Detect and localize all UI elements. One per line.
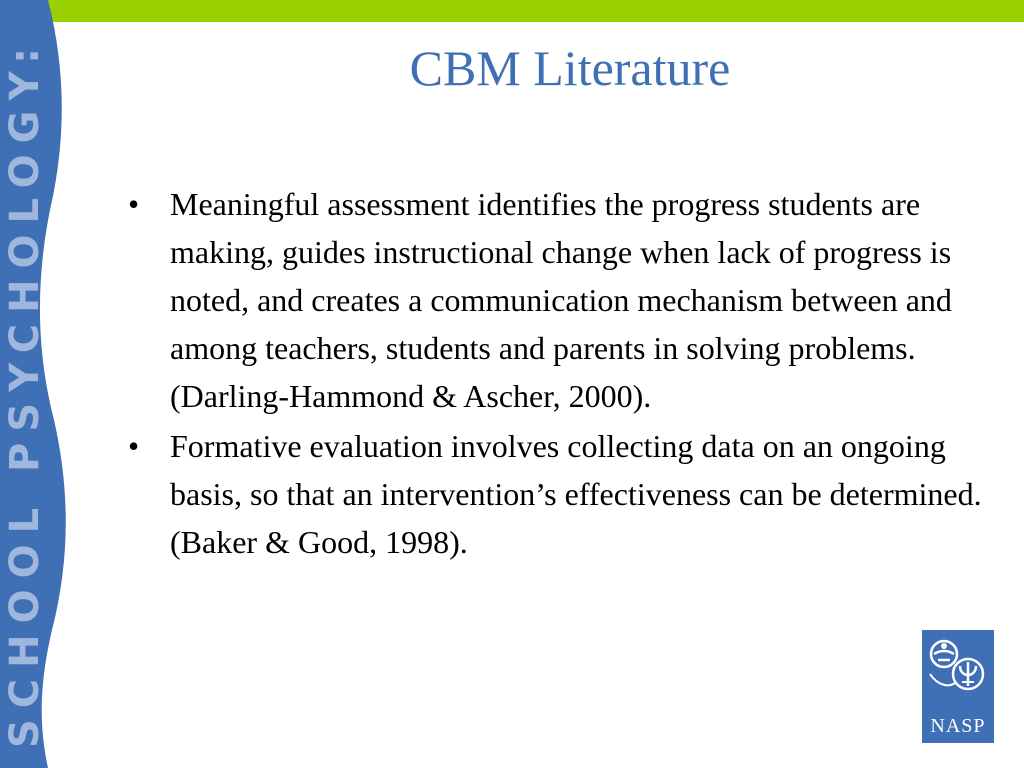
bullet-list — [128, 180, 988, 568]
bullet-text: Formative evaluation involves collecting data on an ongoing basis, so that an intervention’s effectiveness can be determined. (Baker & Good, 1998). — [170, 428, 982, 560]
bullet-item — [128, 180, 988, 420]
top-accent-bar — [0, 0, 1024, 22]
side-banner-text: SCHOOL PSYCHOLOGY: — [2, 36, 48, 748]
slide-title: CBM Literature — [409, 40, 731, 96]
logo-text: NASP — [930, 715, 986, 737]
bullet-marker: • — [128, 428, 140, 464]
nasp-emblem-icon — [922, 630, 994, 743]
bullet-marker: • — [128, 186, 140, 222]
nasp-logo — [922, 630, 994, 743]
bullet-item — [128, 422, 988, 566]
side-banner — [0, 0, 80, 768]
bullet-text: Meaningful assessment identifies the progress students are making, guides instructional change when lack of progress is noted, and creates a communication mechanism between and among teachers, students and parents in solving problems. (Darling-Hammond & Ascher, 2000). — [170, 186, 952, 414]
